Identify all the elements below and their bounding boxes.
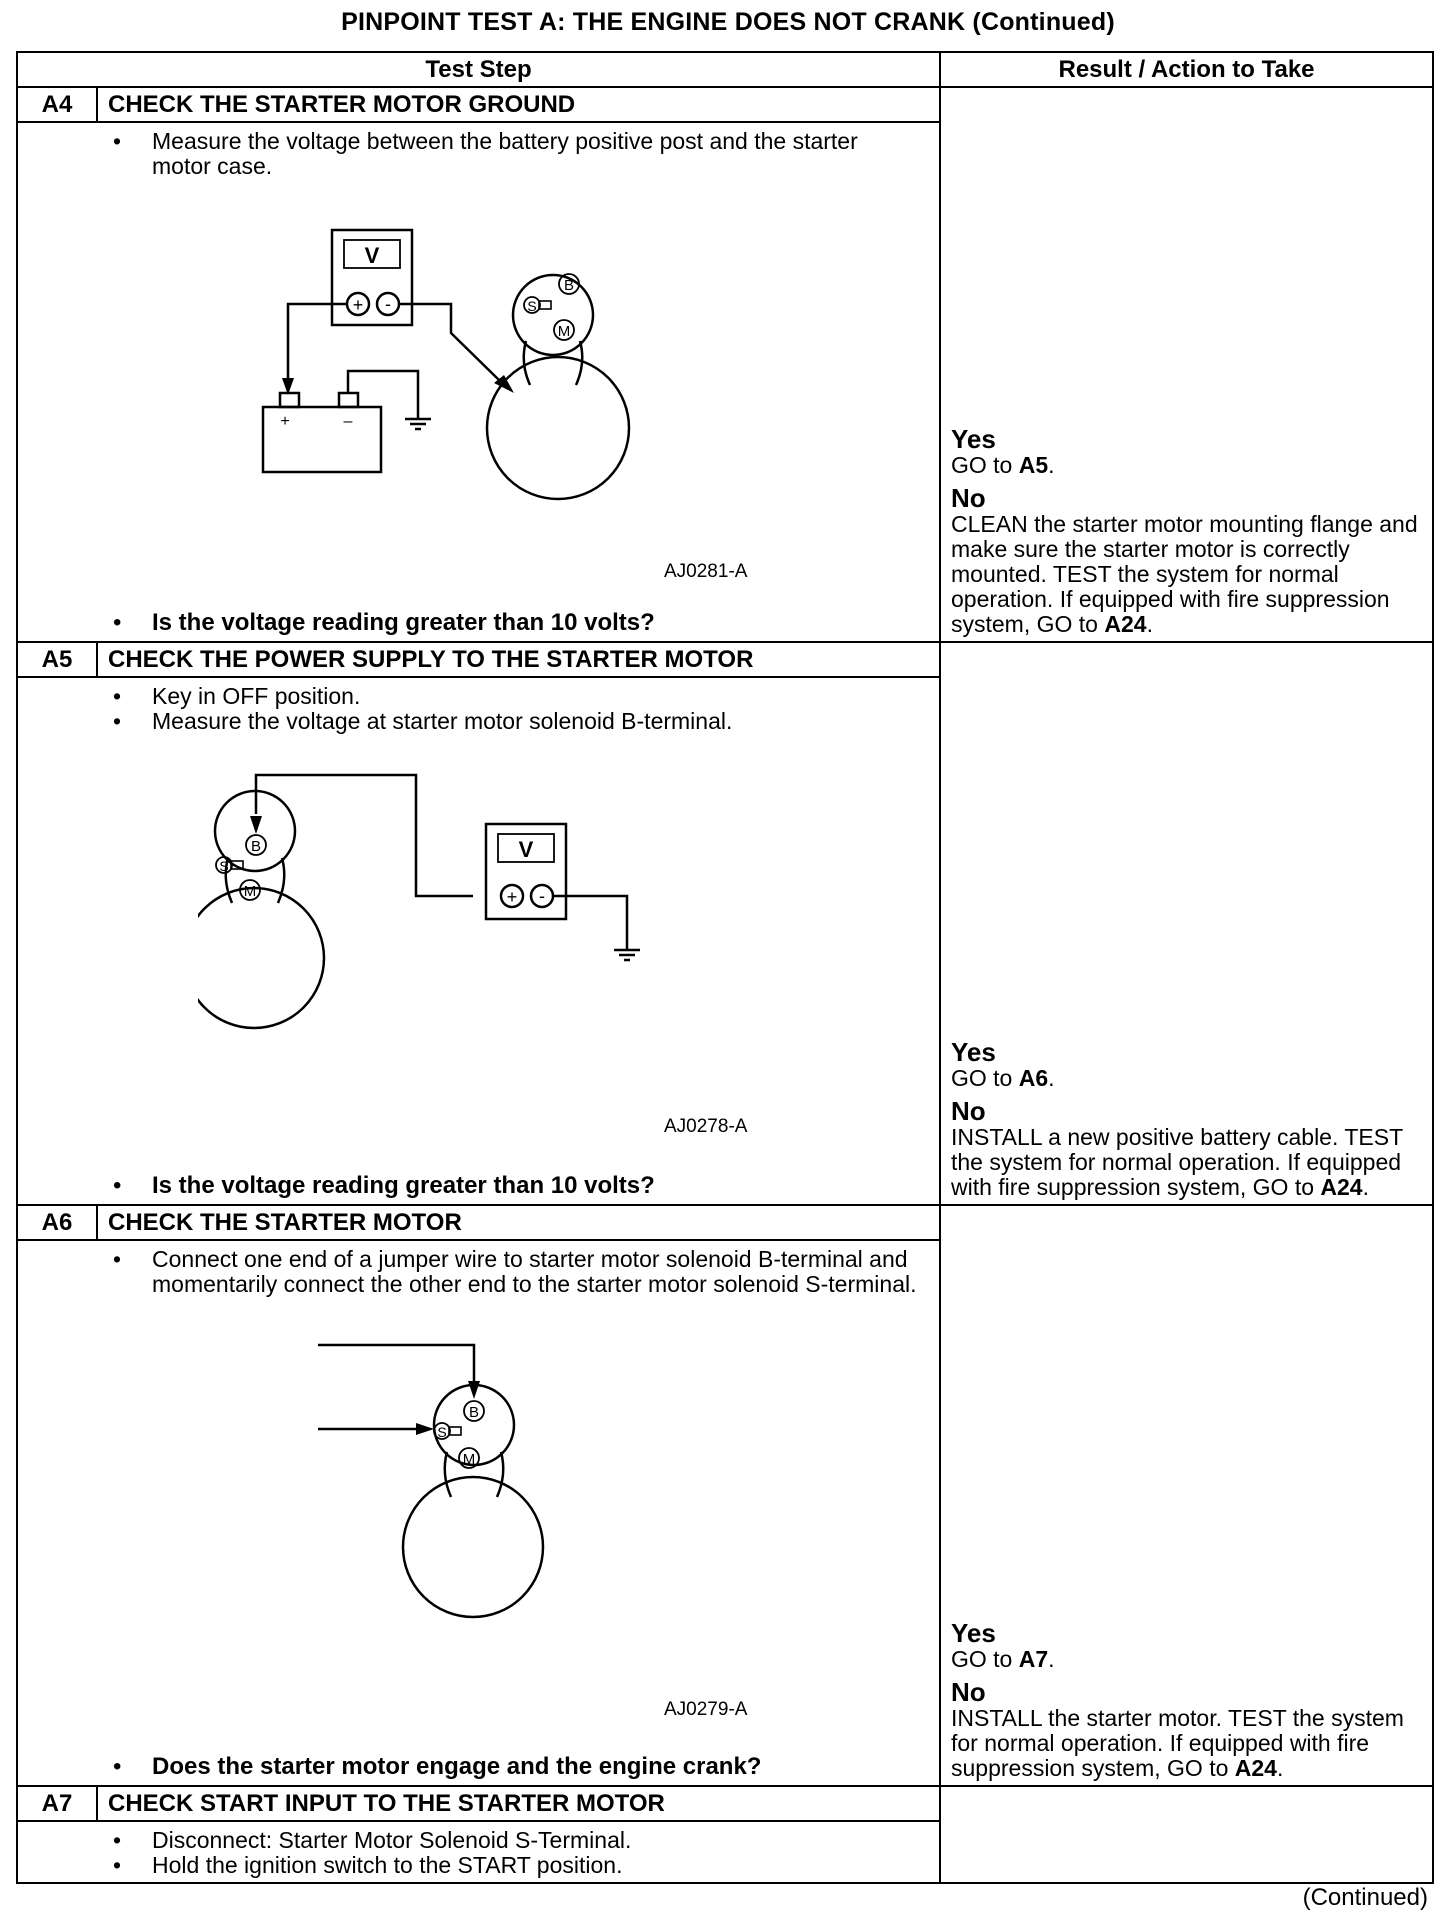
instruction-item: • Disconnect: Starter Motor Solenoid S-Terminal. xyxy=(18,1828,939,1853)
step-ref: A7 xyxy=(1018,1646,1049,1672)
terminal-b-label: B xyxy=(563,277,575,294)
step-id: A7 xyxy=(17,1786,97,1821)
step-a7-header xyxy=(17,1786,1433,1821)
terminal-m-label: M xyxy=(557,323,571,340)
instruction-item: • Connect one end of a jumper wire to starter motor solenoid B-terminal and momentarily connect the other end to the starter motor solenoid S-terminal. xyxy=(18,1247,939,1297)
instruction-item: • Measure the voltage at starter motor solenoid B-terminal. xyxy=(18,709,939,734)
step-a6-result xyxy=(940,1205,1433,1786)
step-a6-content xyxy=(17,1240,940,1786)
instruction-list xyxy=(18,1241,939,1297)
meter-label: V xyxy=(364,243,380,268)
step-a4-result xyxy=(940,87,1433,642)
yes-label: Yes xyxy=(951,1037,996,1067)
step-ref: A24 xyxy=(1104,611,1147,637)
instruction-list xyxy=(18,123,939,179)
terminal-m-label: M xyxy=(243,883,257,900)
terminal-s-label: S xyxy=(527,298,537,314)
step-id: A4 xyxy=(17,87,97,122)
step-ref: A24 xyxy=(1234,1755,1277,1781)
step-a6-header xyxy=(17,1205,1433,1240)
voltmeter-ground-diagram xyxy=(218,223,778,563)
step-a7-result xyxy=(940,1786,1433,1883)
pinpoint-test-table xyxy=(16,51,1434,1884)
terminal-m-label: M xyxy=(462,1451,476,1468)
yes-action: GO to A5. xyxy=(951,452,1055,478)
step-a4-content xyxy=(17,122,940,642)
step-a4-header xyxy=(17,87,1433,122)
step-ref: A24 xyxy=(1320,1174,1363,1200)
instruction-item: • Hold the ignition switch to the START position. xyxy=(18,1853,939,1878)
no-label: No xyxy=(951,1096,986,1126)
step-a5-content xyxy=(17,677,940,1205)
step-title: CHECK THE STARTER MOTOR GROUND xyxy=(97,87,940,122)
yes-action: GO to A7. xyxy=(951,1646,1055,1672)
result-header: Result / Action to Take xyxy=(940,52,1433,87)
yes-action: GO to A6. xyxy=(951,1065,1055,1091)
meter-plus-label: + xyxy=(352,295,364,315)
instruction-list xyxy=(18,678,939,734)
battery-plus-label: + xyxy=(280,413,290,430)
yes-label: Yes xyxy=(951,424,996,454)
battery-minus-label: – xyxy=(343,413,353,430)
instruction-item: • Measure the voltage between the battery positive post and the starter motor case. xyxy=(18,129,939,179)
jumper-wire-diagram xyxy=(318,1341,618,1681)
result-block xyxy=(951,1619,1422,1781)
no-label: No xyxy=(951,483,986,513)
instruction-item: • Key in OFF position. xyxy=(18,684,939,709)
step-title: CHECK THE POWER SUPPLY TO THE STARTER MOTOR xyxy=(97,642,940,677)
step-question: • Is the voltage reading greater than 10 volts? xyxy=(18,1172,655,1200)
instruction-list xyxy=(18,1822,939,1878)
meter-plus-label: + xyxy=(506,887,518,907)
figure-id: AJ0281-A xyxy=(664,561,748,582)
result-block xyxy=(951,425,1422,637)
no-label: No xyxy=(951,1677,986,1707)
step-ref: A6 xyxy=(1018,1065,1049,1091)
step-id: A5 xyxy=(17,642,97,677)
figure-id: AJ0278-A xyxy=(664,1116,748,1137)
step-question: • Does the starter motor engage and the engine crank? xyxy=(18,1753,761,1781)
voltmeter-b-terminal-diagram xyxy=(198,758,718,1098)
figure-id: AJ0279-A xyxy=(664,1699,748,1720)
meter-minus-label: - xyxy=(385,294,391,314)
step-a5-header xyxy=(17,642,1433,677)
result-block xyxy=(951,1038,1422,1200)
continued-footer: (Continued) xyxy=(1302,1884,1428,1911)
meter-minus-label: - xyxy=(539,886,545,906)
test-step-header: Test Step xyxy=(17,52,940,87)
terminal-b-label: B xyxy=(250,838,262,855)
no-action: CLEAN the starter motor mounting flange and make sure the starter motor is correctly mounted. TEST the system for normal operation. If equipped with fire suppression system, GO to A24. xyxy=(951,511,1418,637)
terminal-b-label: B xyxy=(468,1404,480,1421)
terminal-s-label: S xyxy=(437,1424,447,1440)
meter-label: V xyxy=(518,837,534,862)
table-header-row xyxy=(17,52,1433,87)
no-action: INSTALL a new positive battery cable. TEST the system for normal operation. If equipped with fire suppression system, GO to A24. xyxy=(951,1124,1403,1200)
page-title: PINPOINT TEST A: THE ENGINE DOES NOT CRANK (Continued) xyxy=(341,8,1115,36)
step-title: CHECK START INPUT TO THE STARTER MOTOR xyxy=(97,1786,940,1821)
step-a7-content xyxy=(17,1821,940,1883)
yes-label: Yes xyxy=(951,1618,996,1648)
step-ref: A5 xyxy=(1018,452,1049,478)
step-a5-result xyxy=(940,642,1433,1205)
terminal-s-label: S xyxy=(219,858,229,874)
step-id: A6 xyxy=(17,1205,97,1240)
step-title: CHECK THE STARTER MOTOR xyxy=(97,1205,940,1240)
step-question: • Is the voltage reading greater than 10 volts? xyxy=(18,609,655,637)
no-action: INSTALL the starter motor. TEST the system for normal operation. If equipped with fire suppression system, GO to A24. xyxy=(951,1705,1404,1781)
